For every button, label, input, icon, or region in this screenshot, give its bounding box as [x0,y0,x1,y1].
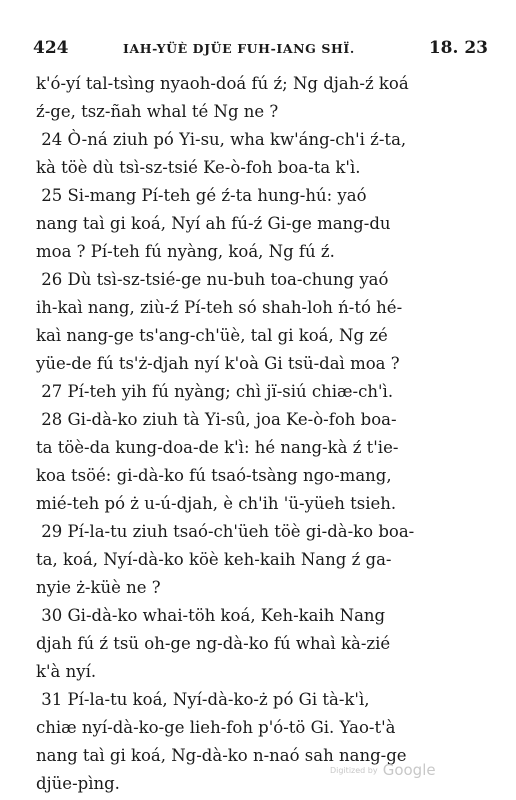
text-line: koa tsöé: gi-dà-ko fú tsaó-tsàng ngo-mang, [36,466,392,485]
page-body-text [36,70,482,798]
text-line: djüe-pìng. [36,774,120,793]
text-line: yüe-de fú ts'ż-djah nyí k'oà Gi tsü-daì moa ? [36,354,400,373]
text-line: 30 Gi-dà-ko whai-töh koá, Keh-kaih Nang [36,606,386,625]
text-line: 29 Pí-la-tu ziuh tsaó-ch'üeh töè gi-dà-ko boa- [36,522,415,541]
google-logo: Google [382,761,436,779]
page-number: 424 [33,38,69,58]
text-line: 31 Pí-la-tu koá, Nyí-dà-ko-ż pó Gi tà-k'ì, [36,690,370,709]
running-title: IAH-YÜÈ DJÜE FUH-IANG SHÏ. [123,41,355,56]
text-line: chiæ nyí-dà-ko-ge lieh-foh p'ó-tö Gi. Yao-t'à [36,718,396,737]
text-line: k'à nyí. [36,662,97,681]
text-line: 26 Dù tsì-sz-tsié-ge nu-buh toa-chung yaó [36,270,389,289]
text-line: nyie ż-küè ne ? [36,578,161,597]
text-line: 25 Si-mang Pí-teh gé ź-ta hung-hú: yaó [36,186,367,205]
text-line: ź-ge, tsz-ñah whal té Ng ne ? [36,102,279,121]
text-line: ta, koá, Nyí-dà-ko köè keh-kaih Nang ź ga- [36,550,392,569]
digitized-by-google-watermark [330,760,436,779]
text-line: nang taì gi koá, Nyí ah fú-ź Gi-ge mang-du [36,214,391,233]
text-line: moa ? Pí-teh fú nyàng, koá, Ng fú ź. [36,242,335,261]
watermark-prefix: Digitized by [330,766,378,775]
text-line: nang taì gi koá, Ng-dà-ko n-naó sah nang-ge [36,746,407,765]
text-line: kaì nang-ge ts'ang-ch'üè, tal gi koá, Ng zé [36,326,388,345]
text-line: ta töè-da kung-doa-de k'ì: hé nang-kà ź t'ie- [36,438,399,457]
text-line: k'ó-yí tal-tsìng nyaoh-doá fú ź; Ng djah-ź koá [36,74,409,93]
text-line: 24 Ò-ná ziuh pó Yi-su, wha kw'áng-ch'i ź-ta, [36,130,407,149]
text-line: kà töè dù tsì-sz-tsié Ke-ò-foh boa-ta k'ì. [36,158,361,177]
text-line: 28 Gi-dà-ko ziuh tà Yi-sû, joa Ke-ò-foh boa- [36,410,397,429]
chapter-verse-reference: 18. 23 [428,38,488,58]
text-line: mié-teh pó ż u-ú-djah, è ch'ih 'ü-yüeh tsieh. [36,494,397,513]
text-line: ih-kaì nang, ziù-ź Pí-teh só shah-loh ń-tó hé- [36,298,403,317]
text-line: djah fú ź tsü oh-ge ng-dà-ko fú whaì kà-zié [36,634,391,653]
running-header [33,38,488,62]
text-line: 27 Pí-teh yih fú nyàng; chì jï-siú chiæ-ch'ì. [36,382,394,401]
